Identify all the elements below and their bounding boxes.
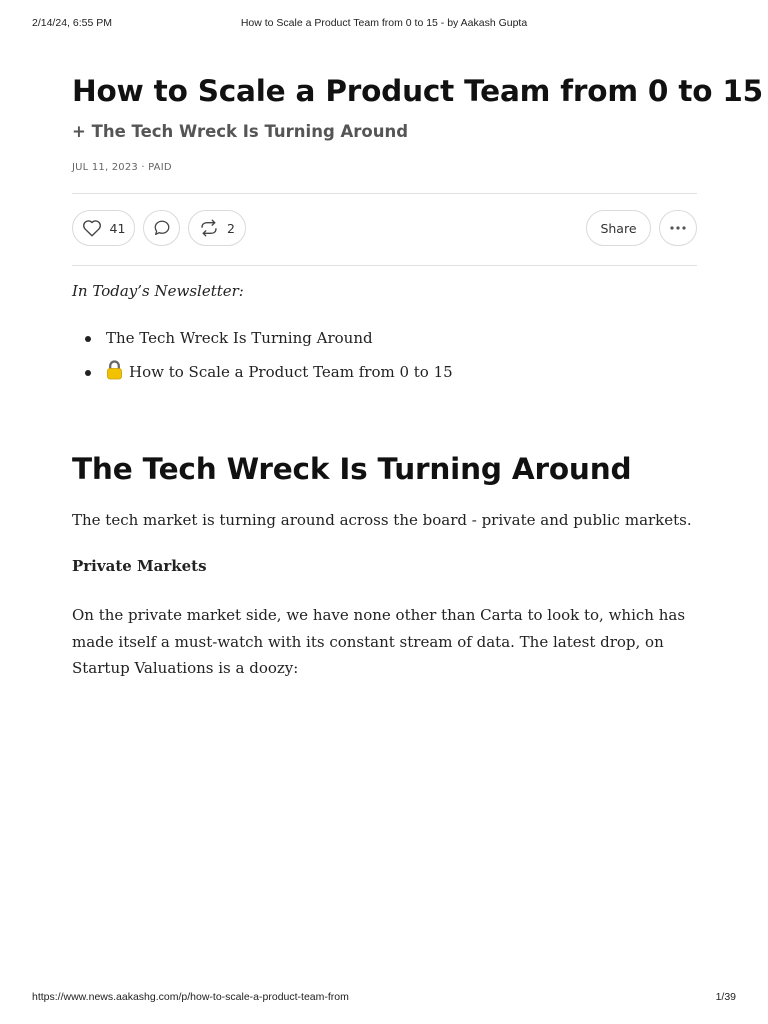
list-item-text: The Tech Wreck Is Turning Around [106,329,373,347]
share-button[interactable] [586,210,651,246]
list-item-text: How to Scale a Product Team from 0 to 15 [129,363,453,381]
print-header [32,17,736,31]
restack-arrows-icon [199,219,219,237]
print-footer [32,991,736,1005]
comment-button[interactable] [143,210,180,246]
post-title: How to Scale a Product Team from 0 to 15 [72,74,764,108]
print-document-title: How to Scale a Product Team from 0 to 15 - by Aakash Gupta [240,17,528,29]
post-subtitle: + The Tech Wreck Is Turning Around [72,122,409,141]
comment-bubble-icon [153,219,171,237]
restack-count: 2 [227,220,235,236]
more-dots-icon [669,225,687,231]
bullet [85,336,91,342]
bullet [85,370,91,376]
lock-icon [106,360,123,387]
like-count: 41 [109,220,126,236]
newsletter-contents-list [72,326,453,394]
divider [72,265,697,266]
like-button[interactable] [72,210,135,246]
print-url: https://www.news.aakashg.com/p/how-to-scale-a-product-team-from [32,991,349,1003]
more-button[interactable] [659,210,697,246]
share-label: Share [600,220,637,236]
section-intro-paragraph: The tech market is turning around across the board - private and public markets. [72,511,692,529]
post-meta: JUL 11, 2023 · PAID [72,162,172,173]
section-subheading: Private Markets [72,557,207,575]
print-datetime: 2/14/24, 6:55 PM [32,17,112,29]
list-item [72,326,453,360]
list-item [72,360,453,394]
newsletter-intro: In Today’s Newsletter: [72,282,244,300]
heart-icon [82,219,102,237]
divider [72,193,697,194]
restack-button[interactable] [188,210,246,246]
section-paragraph: On the private market side, we have none other than Carta to look to, which has made itself a must-watch with its constant stream of data. The latest drop, on Startup Valuations is a doozy: [72,606,686,677]
print-page-number: 1/39 [715,991,736,1003]
section-heading: The Tech Wreck Is Turning Around [72,452,632,486]
